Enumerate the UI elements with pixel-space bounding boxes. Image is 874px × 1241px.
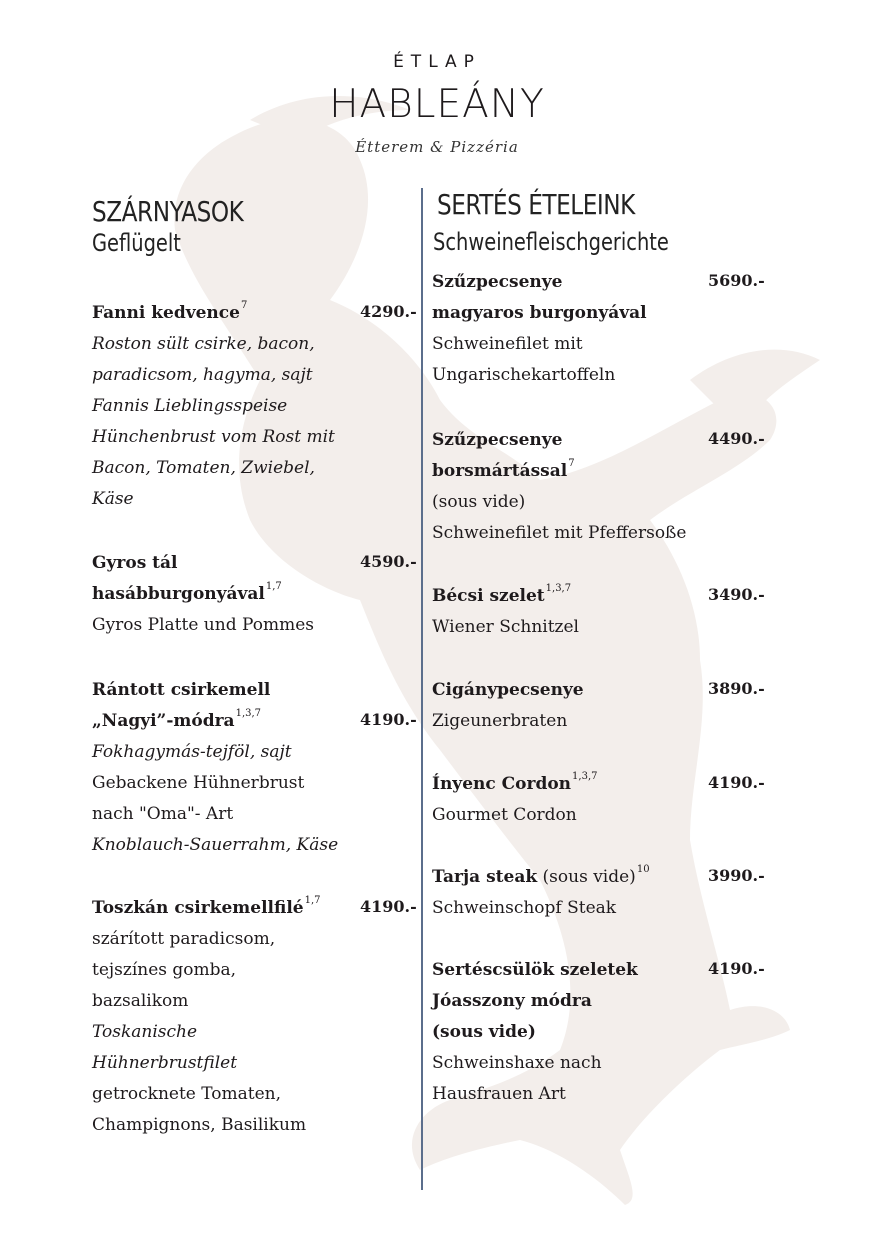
dish-description: Käse	[92, 489, 134, 509]
dish-name: magyaros burgonyával	[432, 303, 647, 323]
dish-name: Fanni kedvence	[92, 303, 240, 323]
dish-name: Bécsi szelet	[432, 586, 545, 606]
dish-name: Rántott csirkemell	[92, 680, 271, 700]
dish-price: 3990.-	[708, 866, 765, 885]
dish-description: Ungarischekartoffeln	[432, 365, 616, 385]
dish-name: Jóasszony módra	[432, 991, 592, 1011]
allergen-codes: 1,3,7	[572, 771, 598, 782]
dish-description: bazsalikom	[92, 991, 189, 1011]
left-section-subtitle: Geflügelt	[92, 229, 181, 257]
allergen-codes: 1,3,7	[545, 583, 572, 594]
dish-description: Wiener Schnitzel	[432, 617, 579, 637]
right-section-title: SERTÉS ÉTELEINK	[437, 188, 635, 221]
restaurant-tagline: Étterem & Pizzéria	[355, 138, 519, 156]
allergen-codes: 7	[568, 458, 575, 469]
dish-price: 4190.-	[708, 959, 765, 978]
right-section-subtitle: Schweinefleischgerichte	[433, 228, 669, 256]
dish-name: (sous vide)	[432, 1022, 536, 1042]
dish-description: Knoblauch-Sauerrahm, Käse	[92, 835, 339, 855]
dish-description: nach "Oma"- Art	[92, 804, 234, 824]
dish-description: Fokhagymás-tejföl, sajt	[92, 742, 292, 762]
allergen-codes: 1,3,7	[235, 708, 262, 719]
dish-description: paradicsom, hagyma, sajt	[92, 365, 313, 385]
menu-item	[92, 675, 437, 861]
dish-description: Hühnerbrustfilet	[92, 1053, 238, 1073]
dish-description: Zigeunerbraten	[432, 711, 568, 731]
allergen-codes: 1,7	[265, 581, 282, 592]
dish-name: Ínyenc Cordon	[432, 774, 572, 794]
allergen-codes: 10	[636, 864, 650, 875]
dish-name-suffix: (sous vide)	[537, 867, 636, 887]
allergen-codes: 7	[240, 300, 248, 311]
dish-price: 4290.-	[360, 302, 417, 321]
dish-description: (sous vide)	[432, 492, 526, 512]
dish-description: Gourmet Cordon	[432, 805, 577, 825]
left-section-title: SZÁRNYASOK	[92, 195, 244, 228]
dish-description: Toskanische	[92, 1022, 198, 1042]
dish-name: Szűzpecsenye	[432, 430, 563, 450]
dish-price: 4190.-	[708, 773, 765, 792]
dish-description: Schweinshaxe nach	[432, 1053, 602, 1073]
dish-name: Szűzpecsenye	[432, 272, 563, 292]
dish-name: Sertéscsülök szeletek	[432, 960, 638, 980]
dish-price: 4190.-	[360, 710, 417, 729]
dish-name: hasábburgonyával	[92, 584, 265, 604]
dish-description: Fannis Lieblingsspeise	[92, 396, 288, 416]
dish-description: Schweinschopf Steak	[432, 898, 617, 918]
dish-price: 3490.-	[708, 585, 765, 604]
dish-price: 4190.-	[360, 897, 417, 916]
dish-description: Roston sült csirke, bacon,	[92, 334, 315, 354]
dish-description: getrocknete Tomaten,	[92, 1084, 282, 1104]
dish-name: Cigánypecsenye	[432, 680, 584, 700]
allergen-codes: 1,7	[304, 895, 321, 906]
dish-description: Bacon, Tomaten, Zwiebel,	[92, 458, 315, 478]
dish-description: Schweinefilet mit	[432, 334, 583, 354]
dish-price: 4490.-	[708, 429, 765, 448]
dish-description: Hausfrauen Art	[432, 1084, 566, 1104]
dish-description: tejszínes gomba,	[92, 960, 237, 980]
dish-name: Tarja steak	[432, 867, 538, 887]
dish-description: Schweinefilet mit Pfeffersoße	[432, 523, 687, 543]
dish-price: 5690.-	[708, 271, 765, 290]
dish-description: Champignons, Basilikum	[92, 1115, 307, 1135]
dish-name: Gyros tál	[92, 553, 178, 573]
dish-name: borsmártással	[432, 461, 568, 481]
dish-name: „Nagyi”-módra	[92, 711, 235, 731]
dish-price: 4590.-	[360, 552, 417, 571]
dish-description: szárított paradicsom,	[92, 929, 276, 949]
restaurant-name: HABLEÁNY	[329, 82, 545, 127]
dish-description: Gyros Platte und Pommes	[92, 615, 315, 635]
dish-name: Toszkán csirkemellfilé	[92, 898, 304, 918]
menu-item	[432, 955, 777, 1110]
menu-item	[92, 298, 437, 515]
dish-description: Hünchenbrust vom Rost mit	[92, 427, 335, 447]
menu-label: ÉTLAP	[393, 52, 481, 72]
dish-price: 3890.-	[708, 679, 765, 698]
menu-item	[92, 893, 437, 1141]
dish-description: Gebackene Hühnerbrust	[92, 773, 305, 793]
